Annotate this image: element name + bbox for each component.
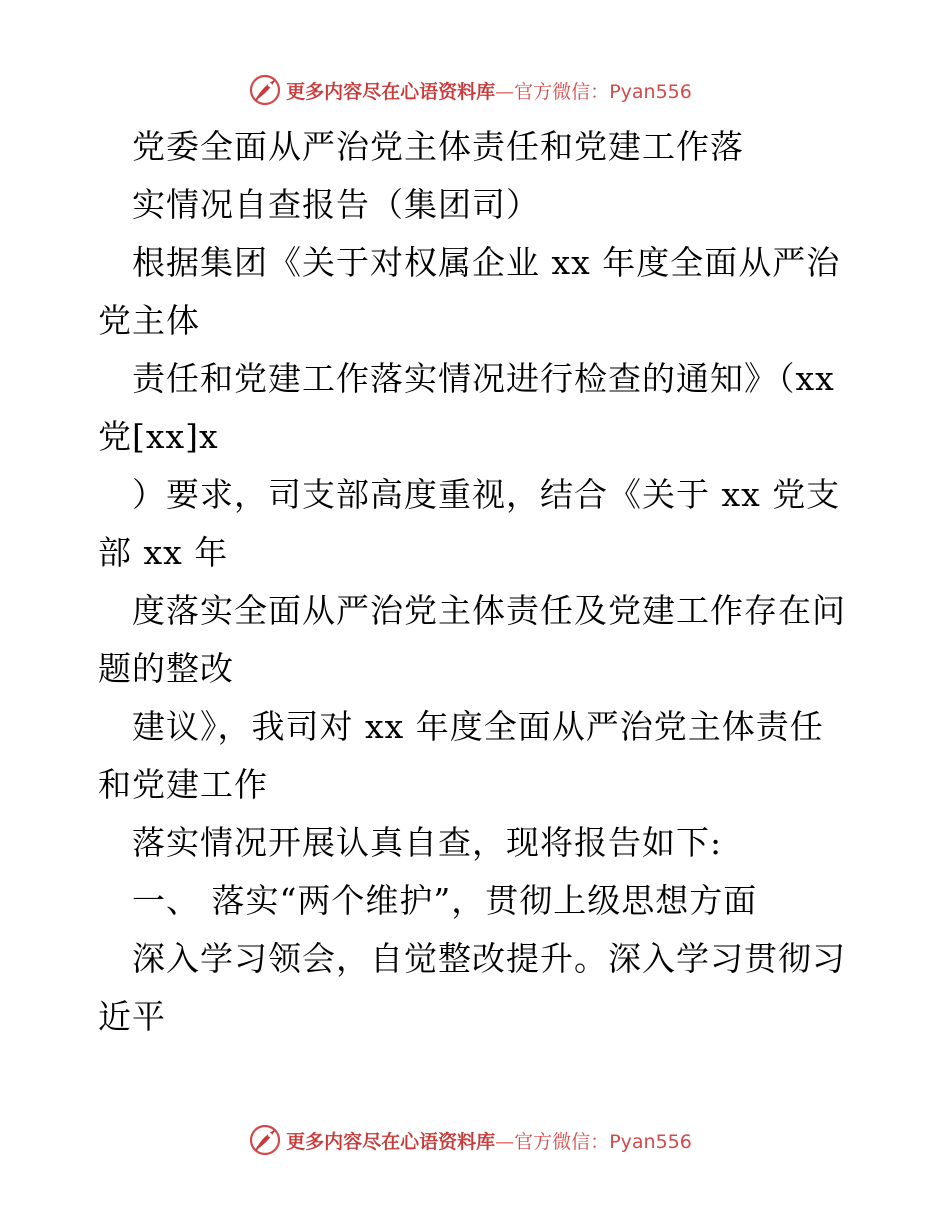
paragraph-line: 和党建工作: [98, 765, 268, 804]
document-title-line-1: 党委全面从严治党主体责任和党建工作落: [98, 127, 744, 166]
paragraph-line: 深入学习领会，自觉整改提升。深入学习贯彻习: [98, 939, 846, 978]
header-banner-text: [286, 77, 692, 104]
paragraph-line: 责任和党建工作落实情况进行检查的通知》（xx: [98, 359, 835, 398]
header-banner-content: [248, 73, 692, 107]
paragraph-line: 根据集团《关于对权属企业 xx 年度全面从严治: [98, 243, 841, 282]
paragraph-line: ）要求，司支部高度重视，结合《关于 xx 党支: [98, 475, 841, 514]
header-wechat-id: Pyan556: [609, 80, 692, 103]
footer-banner: [0, 1120, 950, 1160]
footer-separator: —: [495, 1130, 515, 1153]
paragraph-line: 落实情况开展认真自查，现将报告如下:: [98, 823, 723, 862]
footer-site-text: 更多内容尽在心语资料库: [286, 1130, 496, 1153]
paragraph-line: 建议》，我司对 xx 年度全面从严治党主体责任: [98, 707, 824, 746]
paragraph-line: 近平: [98, 997, 166, 1036]
footer-contact-text: 官方微信：: [514, 1130, 610, 1153]
quill-logo-icon: [248, 73, 282, 107]
paragraph-line: 党[xx]x: [98, 417, 219, 456]
footer-banner-content: [248, 1123, 692, 1157]
paragraph-line: 度落实全面从严治党主体责任及党建工作存在问: [98, 591, 846, 630]
header-contact-text: 官方微信：: [514, 80, 610, 103]
header-banner: [0, 70, 950, 110]
document-title-line-2: 实情况自查报告（集团司）: [98, 185, 540, 224]
header-separator: —: [495, 80, 515, 103]
paragraph-line: 部 xx 年: [98, 533, 229, 572]
footer-wechat-id: Pyan556: [609, 1130, 692, 1153]
header-site-text: 更多内容尽在心语资料库: [286, 80, 496, 103]
paragraph-line: 党主体: [98, 301, 200, 340]
paragraph-line: 题的整改: [98, 649, 234, 688]
section-heading: 一、 落实“两个维护”，贯彻上级思想方面: [98, 881, 758, 920]
quill-logo-icon: [248, 1123, 282, 1157]
footer-banner-text: [286, 1127, 692, 1154]
